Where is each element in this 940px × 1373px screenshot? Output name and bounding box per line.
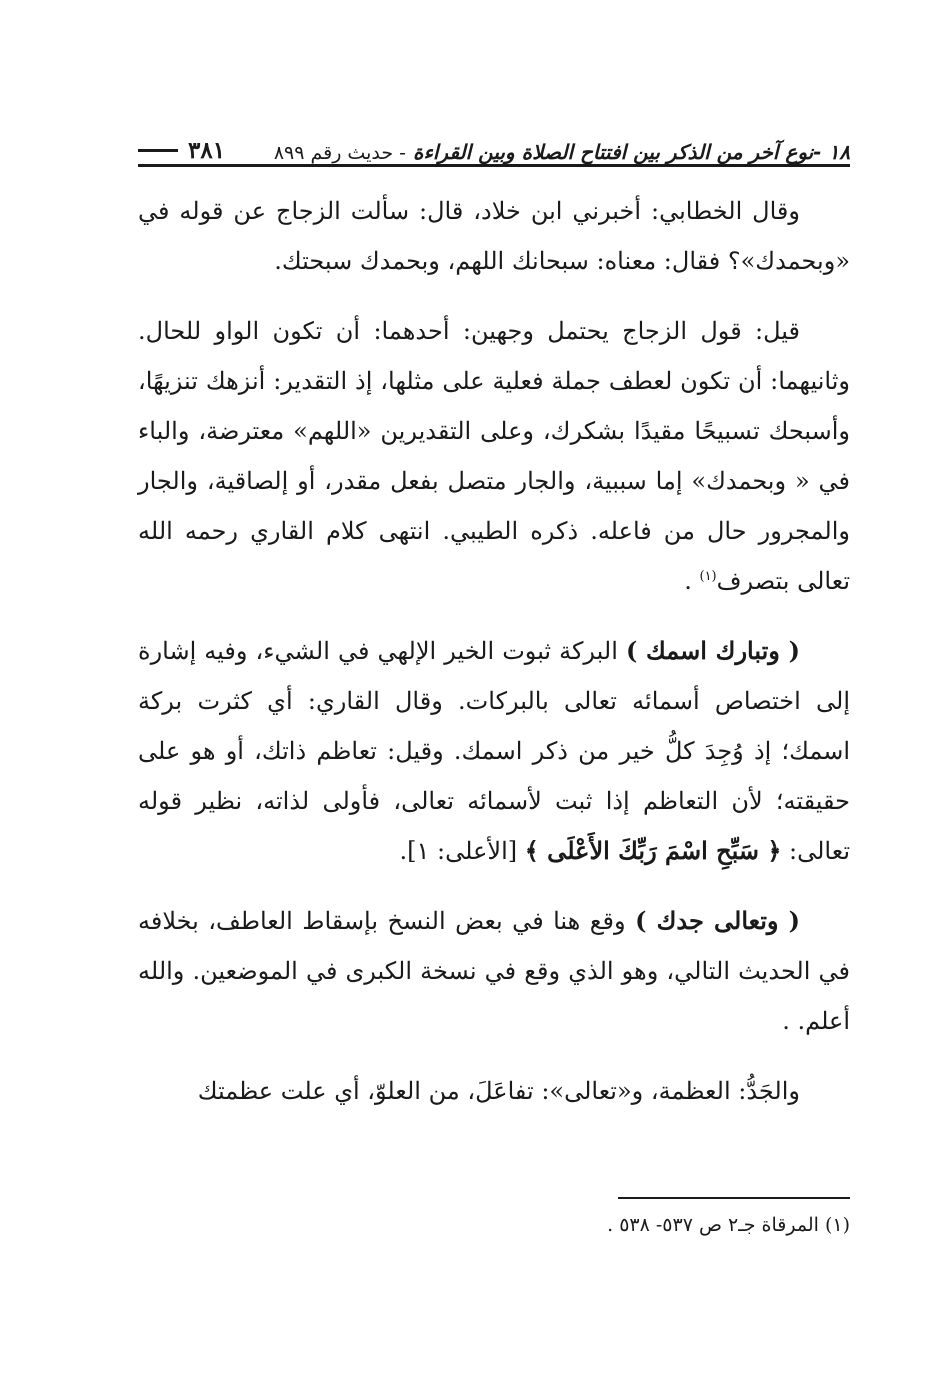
- chapter-title: ١٨ -نوع آخر من الذكر بين افتتاح الصلاة وبين القراءة: [412, 140, 850, 164]
- paragraph-2-end: .: [684, 567, 700, 595]
- paragraph-4-text: وقع هنا في بعض النسخ بإسقاط العاطف، بخلافه في الحديث التالي، وهو الذي وقع في نسخة الكبرى في الموضعين. والله أعلم. .: [138, 907, 850, 1035]
- quran-quote: ﴿ سَبِّحِ اسْمَ رَبِّكَ الأَعْلَى ﴾: [524, 836, 782, 865]
- paragraph-3-text-b: [الأعلى: ١].: [399, 837, 525, 865]
- running-title: [274, 140, 850, 164]
- header-rule: [138, 164, 850, 167]
- footnote-rule: [618, 1197, 850, 1199]
- paragraph-1: وقال الخطابي: أخبرني ابن خلاد، قال: سألت الزجاج عن قوله في «وبحمدك»؟ فقال: معناه: سبحانك اللهم، وبحمدك سبحتك.: [138, 197, 850, 275]
- main-text: [138, 186, 850, 1136]
- page-number-block: [138, 137, 225, 164]
- paragraph-3-text-a: البركة ثبوت الخير الإلهي في الشيء، وفيه إشارة إلى اختصاص أسمائه تعالى بالبركات. وقال القاري: أي كثرت بركة اسمك؛ إذ وُجِدَ كلُّ خير من ذكر اسمك. وقيل: تعاظم ذاتك، أو هو على حقيقته؛ لأن التعاظم إذا ثبت لأسمائه تعالى، فأولى لذاته، نظير قوله تعالى:: [138, 637, 850, 865]
- lemma-tabaraka: ( وتبارك اسمك ): [625, 636, 800, 665]
- page-number-dash: [138, 149, 178, 152]
- page-number: ٣٨١: [188, 137, 226, 164]
- lemma-taala: ( وتعالى جدك ): [635, 906, 801, 935]
- footnote-1: (١) المرقاة جـ٢ ص ٥٣٧- ٥٣٨ .: [607, 1214, 850, 1236]
- paragraph-2-text: قيل: قول الزجاج يحتمل وجهين: أحدهما: أن تكون الواو للحال. وثانيهما: أن تكون لعطف جملة فعلية على مثلها، إذ التقدير: أنزهك تنزيهًا، وأسبحك تسبيحًا مقيدًا بشكرك، وعلى التقديرين «اللهم» معترضة، والباء في « وبحمدك» إما سببية، والجار متصل بفعل مقدر، أو إلصاقية، والجار والمجرور حال من فاعله. ذكره الطيبي. انتهى كلام القاري رحمه الله تعالى بتصرف: [138, 317, 850, 595]
- paragraph-3: [138, 626, 850, 876]
- page-header: [138, 118, 850, 164]
- paragraph-5: والجَدُّ: العظمة، و«تعالى»: تفاعَلَ، من العلوّ، أي علت عظمتك: [197, 1077, 800, 1105]
- hadith-reference: - حديث رقم ٨٩٩: [273, 142, 406, 164]
- footnote-marker: (١): [699, 569, 717, 584]
- paragraph-2: [138, 306, 850, 606]
- paragraph-4: [138, 896, 850, 1046]
